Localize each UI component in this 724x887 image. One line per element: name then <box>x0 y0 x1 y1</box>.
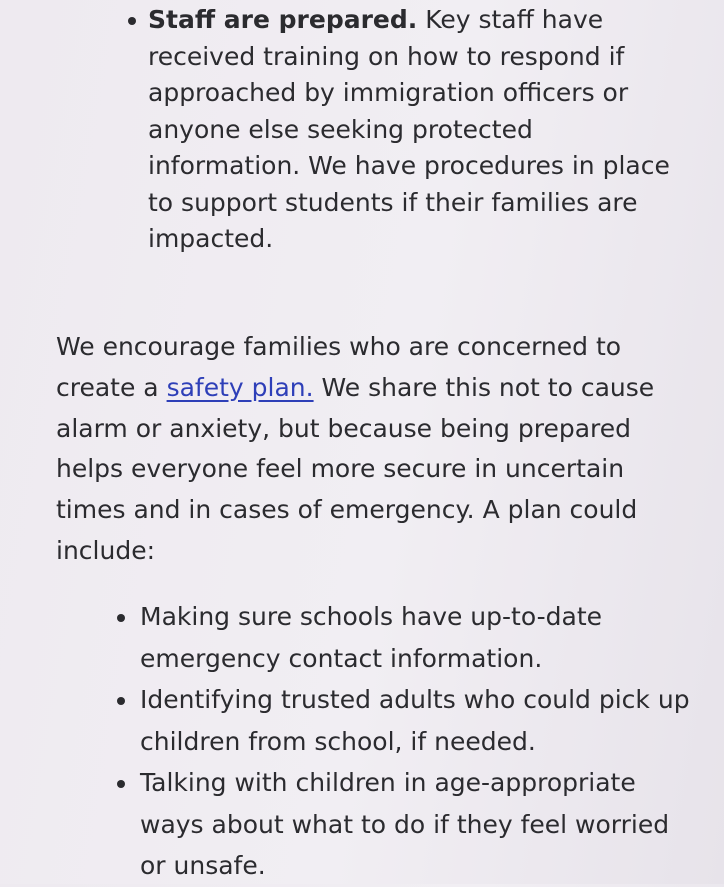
bullet-icon <box>117 780 125 788</box>
safety-plan-paragraph <box>56 327 686 572</box>
list-item <box>140 596 700 679</box>
list-item-text: Talking with children in age-appropriate ways about what to do if they feel worried or unsafe. <box>140 768 670 880</box>
list-item <box>140 679 700 762</box>
list-item <box>148 2 688 258</box>
bullet-heading: Staff are prepared. <box>148 5 418 34</box>
list-item-text: Identifying trusted adults who could pick up children from school, if needed. <box>140 685 690 756</box>
list-item-text: Making sure schools have up-to-date emergency contact information. <box>140 602 602 673</box>
safety-plan-list <box>140 596 700 887</box>
bullet-text: Key staff have received training on how to respond if approached by immigration officers or anyone else seeking protected information. We have procedures in place to support students if their families are impacted. <box>148 5 670 253</box>
bullet-icon <box>117 614 125 622</box>
bullet-icon <box>128 17 136 25</box>
paragraph-text-start: We encourage families who are concerned to create a <box>56 332 622 402</box>
bullet-icon <box>117 697 125 705</box>
safety-plan-link[interactable]: safety plan. <box>166 372 314 402</box>
staff-prepared-list <box>148 2 688 258</box>
list-item <box>140 762 700 887</box>
paragraph-text-end: We share this not to cause alarm or anxiety, but because being prepared helps everyone feel more secure in uncertain times and in cases of emergency. A plan could include: <box>56 372 655 565</box>
